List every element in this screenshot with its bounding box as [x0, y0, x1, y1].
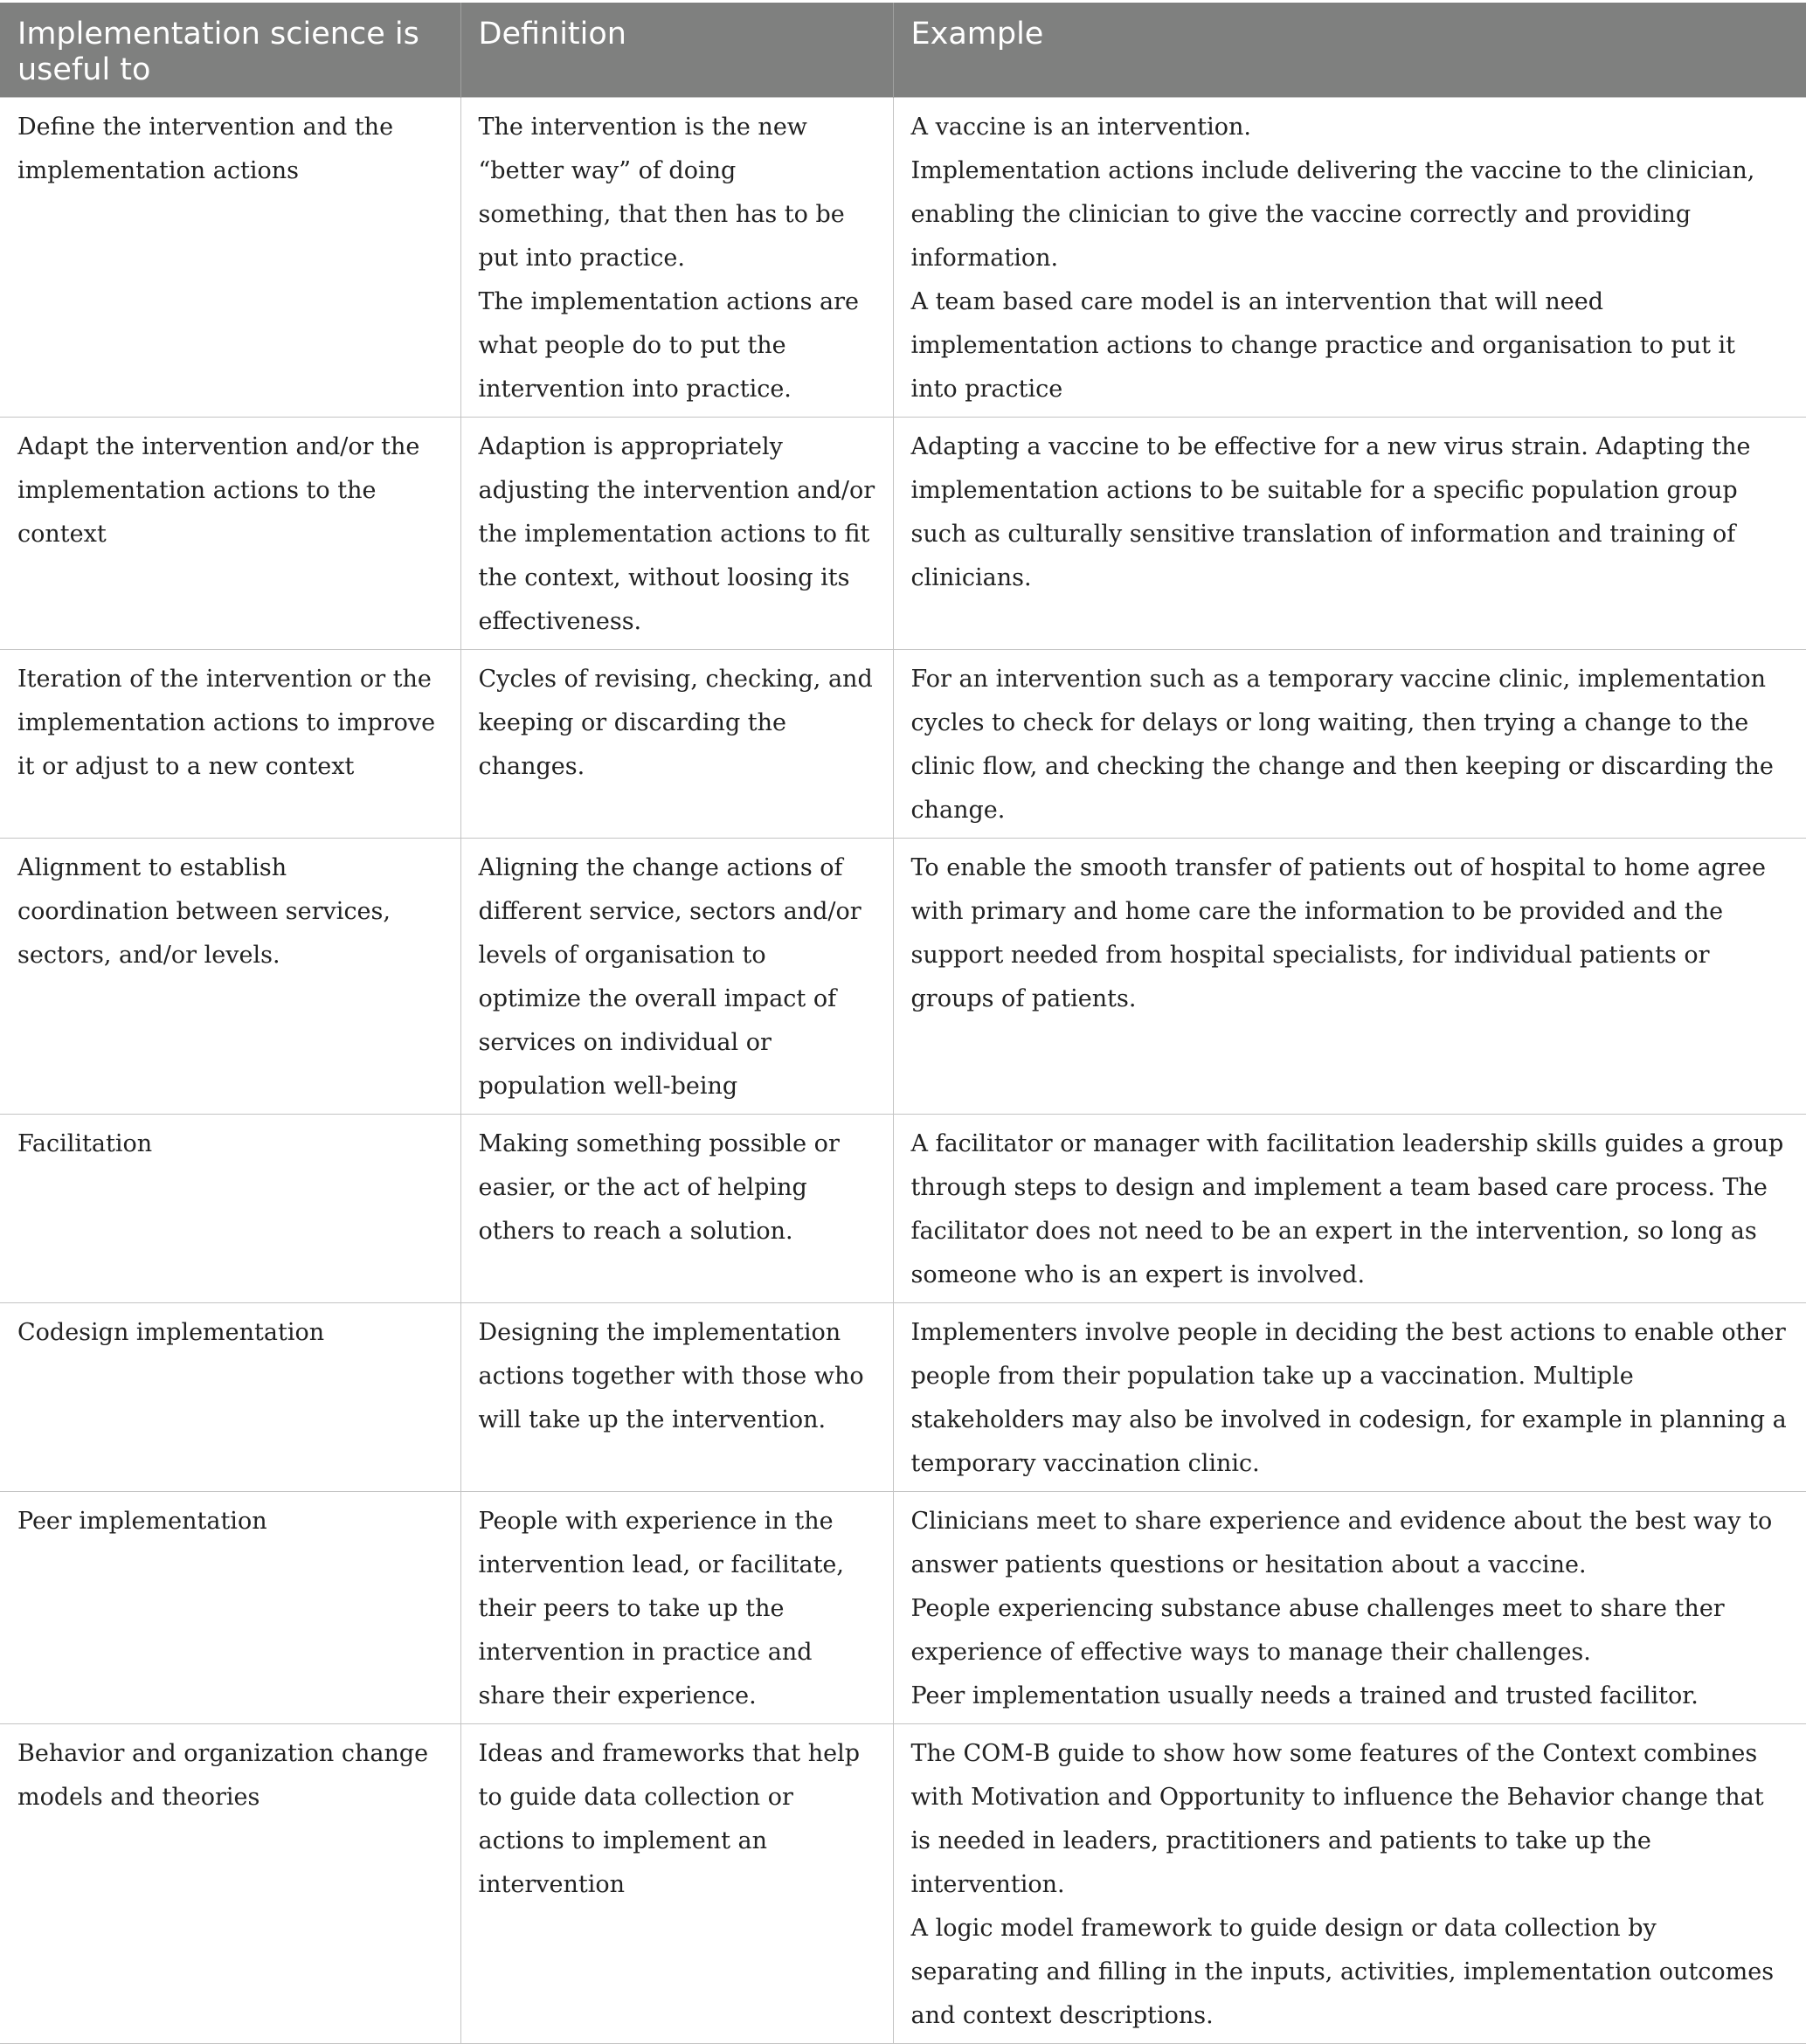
table-row [0, 1115, 1806, 1303]
table-row [0, 1724, 1806, 2044]
example-paragraph: To enable the smooth transfer of patients out of hospital to home agree with primary and home care the information to be provided and the support needed from hospital specialists, for individual patients or groups of patients. [910, 854, 1766, 1012]
cell-example [893, 1492, 1806, 1724]
example-paragraph: A vaccine is an intervention. [910, 114, 1251, 141]
cell-useful-to: Codesign implementation [0, 1303, 460, 1492]
cell-definition [460, 418, 893, 650]
definition-paragraph: Aligning the change actions of different service, sectors and/or levels of organisation to optimize the overall impact of services on individual or population well-being [478, 854, 861, 1100]
cell-definition [460, 1492, 893, 1724]
cell-useful-to: Behavior and organization change models and theories [0, 1724, 460, 2044]
table-header [0, 3, 1806, 98]
table-row [0, 1303, 1806, 1492]
cell-useful-to: Alignment to establish coordination between services, sectors, and/or levels. [0, 839, 460, 1115]
example-paragraph: Adapting a vaccine to be effective for a new virus strain. Adapting the implementation actions to be suitable for a specific population group such as culturally sensitive translation of information and training of clinicians. [910, 433, 1751, 591]
cell-useful-to: Define the intervention and the implementation actions [0, 98, 460, 418]
header-row [0, 3, 1806, 98]
example-paragraph: A logic model framework to guide design or data collection by separating and filling in the inputs, activities, implementation outcomes and context descriptions. [910, 1915, 1775, 2029]
header-definition: Definition [460, 3, 893, 98]
cell-definition [460, 1724, 893, 2044]
definition-paragraph: The intervention is the new “better way” of doing something, that then has to be put into practice. [478, 114, 845, 272]
cell-example [893, 98, 1806, 418]
cell-definition [460, 98, 893, 418]
example-paragraph: People experiencing substance abuse challenges meet to share ther experience of effective ways to manage their challenges. [910, 1595, 1725, 1666]
definition-paragraph: Adaption is appropriately adjusting the intervention and/or the implementation actions to fit the context, without loosing its effectiveness. [478, 433, 875, 635]
implementation-science-table [0, 3, 1806, 2044]
cell-example [893, 418, 1806, 650]
cell-definition [460, 1115, 893, 1303]
example-paragraph: A facilitator or manager with facilitation leadership skills guides a group through steps to design and implement a team based care process. The facilitator does not need to be an expert in the intervention, so long as someone who is an expert is involved. [910, 1130, 1784, 1288]
example-paragraph: A team based care model is an intervention that will need implementation actions to change practice and organisation to put it into practice [910, 288, 1736, 403]
cell-example [893, 650, 1806, 839]
definition-paragraph: People with experience in the intervention lead, or facilitate, their peers to take up the intervention in practice and share their experience. [478, 1508, 844, 1709]
table-row [0, 98, 1806, 418]
example-paragraph: The COM-B guide to show how some features of the Context combines with Motivation and Opportunity to influence the Behavior change that is needed in leaders, practitioners and patients to take up the intervention. [910, 1740, 1764, 1898]
table-row [0, 650, 1806, 839]
cell-example [893, 1724, 1806, 2044]
example-paragraph: Clinicians meet to share experience and evidence about the best way to answer patients questions or hesitation about a vaccine. [910, 1508, 1773, 1578]
example-paragraph: For an intervention such as a temporary vaccine clinic, implementation cycles to check for delays or long waiting, then trying a change to the clinic flow, and checking the change and then keeping or discarding the change. [910, 666, 1774, 824]
table-body [0, 98, 1806, 2044]
example-paragraph: Implementers involve people in deciding the best actions to enable other people from their population take up a vaccination. Multiple stakeholders may also be involved in codesign, for example in planning a temporary vaccination clinic. [910, 1319, 1787, 1477]
example-paragraph: Peer implementation usually needs a trained and trusted facilitor. [910, 1682, 1699, 1709]
cell-definition [460, 650, 893, 839]
table-row [0, 1492, 1806, 1724]
cell-example [893, 839, 1806, 1115]
cell-example [893, 1115, 1806, 1303]
cell-useful-to: Facilitation [0, 1115, 460, 1303]
definition-paragraph: Making something possible or easier, or the act of helping others to reach a solution. [478, 1130, 840, 1245]
cell-useful-to: Peer implementation [0, 1492, 460, 1724]
table-row [0, 418, 1806, 650]
definition-paragraph: Cycles of revising, checking, and keeping or discarding the changes. [478, 666, 873, 780]
cell-definition [460, 839, 893, 1115]
cell-useful-to: Adapt the intervention and/or the implementation actions to the context [0, 418, 460, 650]
cell-example [893, 1303, 1806, 1492]
implementation-science-table-container [0, 3, 1806, 2044]
table-row [0, 839, 1806, 1115]
definition-paragraph: Ideas and frameworks that help to guide data collection or actions to implement an intervention [478, 1740, 861, 1898]
example-paragraph: Implementation actions include delivering the vaccine to the clinician, enabling the clinician to give the vaccine correctly and providing information. [910, 157, 1755, 272]
cell-useful-to: Iteration of the intervention or the implementation actions to improve it or adjust to a new context [0, 650, 460, 839]
definition-paragraph: The implementation actions are what people do to put the intervention into practice. [478, 288, 859, 403]
header-example: Example [893, 3, 1806, 98]
definition-paragraph: Designing the implementation actions together with those who will take up the intervention. [478, 1319, 864, 1433]
cell-definition [460, 1303, 893, 1492]
header-useful-to: Implementation science is useful to [0, 3, 460, 98]
